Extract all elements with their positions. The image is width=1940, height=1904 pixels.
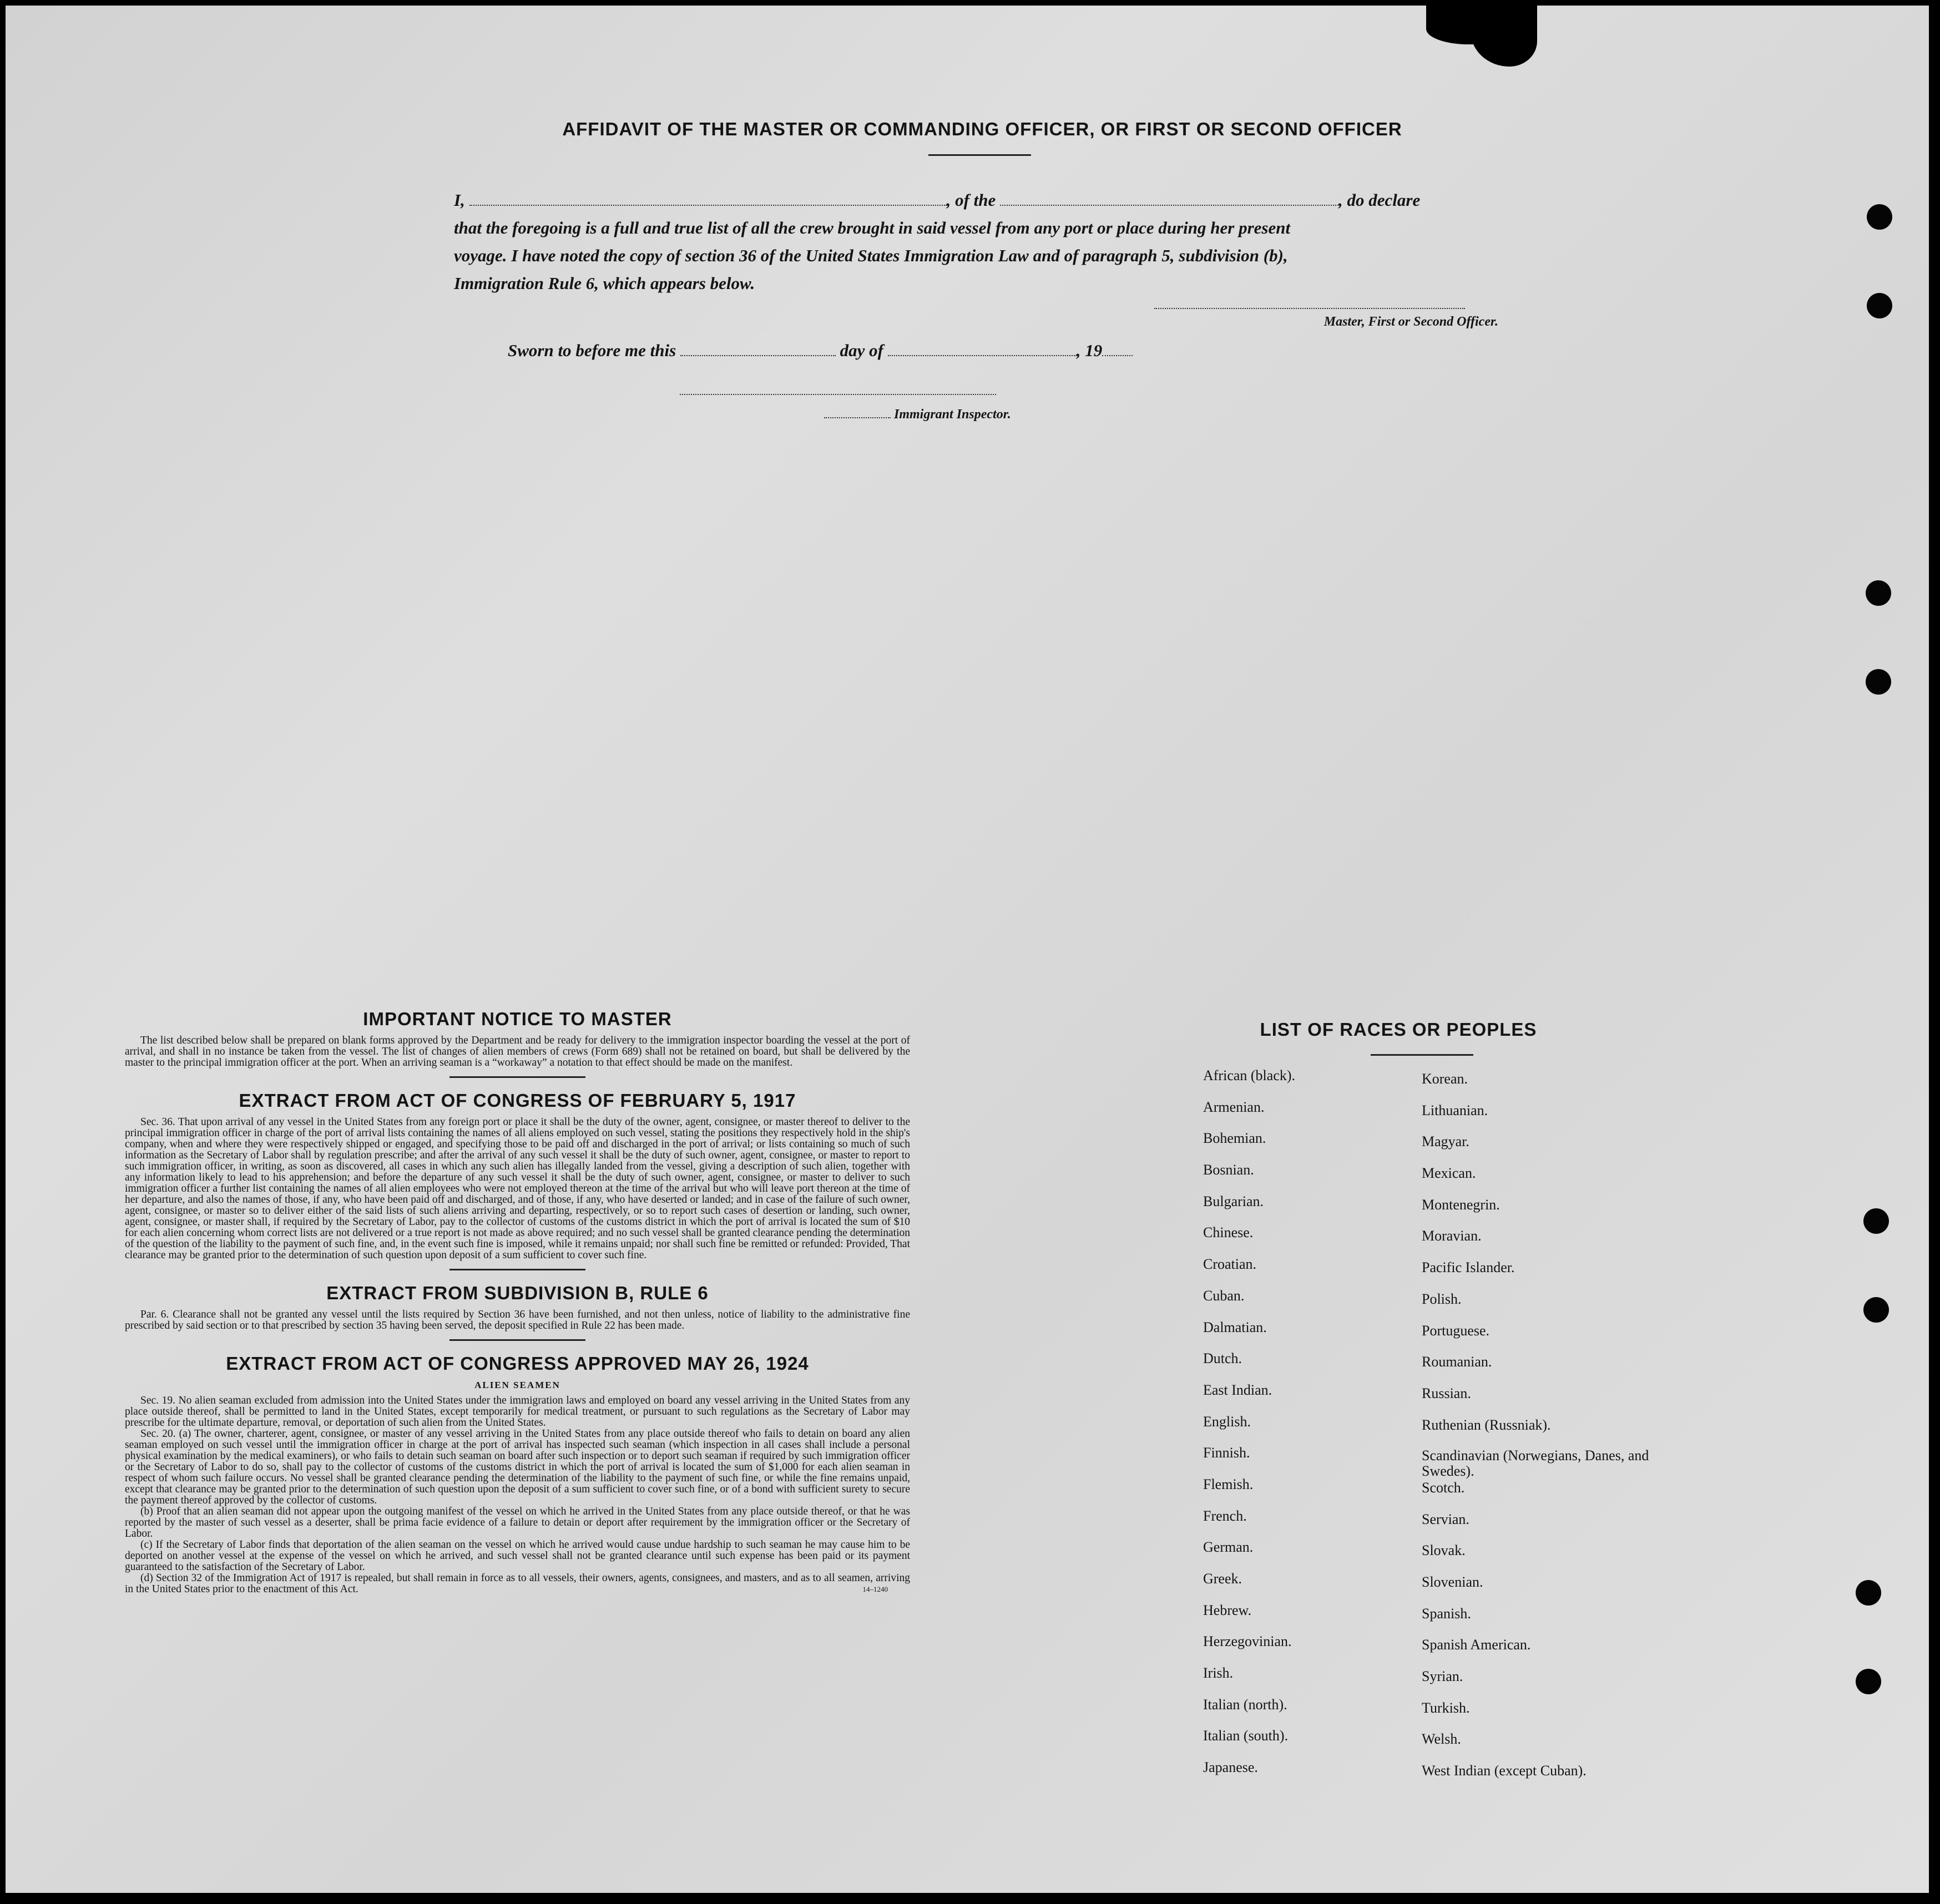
race-item: Montenegrin. xyxy=(1422,1196,1500,1213)
race-item: Syrian. xyxy=(1422,1668,1463,1685)
inspector-label: Immigrant Inspector. xyxy=(894,407,1011,422)
sec-20b: (b) Proof that an alien seaman did not appear upon the outgoing manifest of the vessel on which he arrived in the United States from any place outside thereof, or that he was reported by the master of such vessel as a deserter, shall be prima facie evidence of a failure to detain or deport after requirement by the immigration officer or the Secretary of Labor. xyxy=(125,1506,910,1540)
race-item: German. xyxy=(1203,1539,1254,1556)
race-item: Irish. xyxy=(1203,1665,1234,1682)
notice-title: IMPORTANT NOTICE TO MASTER xyxy=(363,1009,672,1029)
sec-20c: (c) If the Secretary of Labor finds that deportation of the alien seaman on the vessel on which he arrived would cause undue hardship to such seaman he may cause him to be deported on another vessel at the expense of the vessel on which he arrived, and such vessel shall not be granted clearance until such expense has been paid or its payment guaranteed to the satisfaction of the Secretary of Labor. xyxy=(125,1539,910,1573)
race-item: Finnish. xyxy=(1203,1445,1250,1461)
race-item: Turkish. xyxy=(1422,1699,1470,1716)
race-item: Bosnian. xyxy=(1203,1162,1254,1178)
extract-1924-title: EXTRACT FROM ACT OF CONGRESS APPROVED MAY 26, 1924 xyxy=(226,1353,809,1374)
punch-hole xyxy=(1867,293,1892,318)
master-signature-label: Master, First or Second Officer. xyxy=(1323,315,1498,329)
race-item: Portuguese. xyxy=(1422,1322,1490,1339)
sec-20a: Sec. 20. (a) The owner, charterer, agent, consignee, or master of any vessel arriving in the United States from any place outside thereof who fails to detain on board any alien seaman employed on such vessel until the immigration officer in charge at the port of arrival has inspected such seaman (which inspection in all cases shall include a personal physical examination by the medical examiners), or who fails to detain such seaman on board after such inspection or to deport such seaman if required by such immigration officer or the Secretary of Labor to do so, shall pay to the collector of customs of the customs district in which the port of arrival is located the sum of $1,000 for each alien seaman in respect of whom such failure occurs. No vessel shall be granted clearance pending the determination of the liability to the payment of such fine, or while the fine remains unpaid, except that clearance may be granted prior to the determination of such question upon the deposit of a sum sufficient to cover such fine, or of a bond with sufficient surety to secure the payment thereof approved by the collector of customs. xyxy=(125,1428,910,1506)
master-signature-line[interactable] xyxy=(1154,308,1465,309)
title-rule xyxy=(928,154,1031,156)
punch-hole xyxy=(1856,1580,1881,1606)
notices-column xyxy=(125,1009,910,1595)
master-signature-block xyxy=(1154,308,1498,330)
race-item: Ruthenian (Russniak). xyxy=(1422,1416,1551,1433)
punch-hole xyxy=(1856,1669,1881,1694)
race-item: East Indian. xyxy=(1203,1381,1272,1398)
inspector-prefix-line xyxy=(824,411,891,418)
affidavit-line-1: I, , of the , do declare xyxy=(454,190,1421,210)
torn-edge xyxy=(1471,6,1537,67)
race-item: Lithuanian. xyxy=(1422,1102,1488,1118)
race-item: Slovak. xyxy=(1422,1542,1466,1559)
punch-hole xyxy=(1863,1297,1889,1323)
race-item: African (black). xyxy=(1203,1067,1296,1083)
race-item: Japanese. xyxy=(1203,1759,1258,1776)
race-item: Magyar. xyxy=(1422,1133,1469,1150)
race-item: English. xyxy=(1203,1413,1251,1430)
races-left-column xyxy=(1203,1067,1370,1791)
race-item: Pacific Islander. xyxy=(1422,1259,1515,1276)
section-rule xyxy=(449,1076,585,1078)
race-item: Spanish. xyxy=(1422,1605,1471,1622)
vessel-field[interactable] xyxy=(1000,191,1338,206)
races-right-column xyxy=(1422,1071,1655,1794)
race-item: Korean. xyxy=(1422,1071,1468,1087)
affidavit-body xyxy=(454,186,1514,297)
inspector-signature-block xyxy=(680,394,1068,422)
form-number: 14–1240 xyxy=(862,1585,888,1593)
race-item: Italian (south). xyxy=(1203,1728,1289,1744)
affidavit-line-2: that the foregoing is a full and true list of all the crew brought in said vessel from any port or place during her present xyxy=(454,218,1291,237)
races-title: LIST OF RACES OR PEOPLES xyxy=(1260,1019,1537,1040)
punch-hole xyxy=(1863,1208,1889,1234)
races-title-rule xyxy=(1371,1054,1473,1056)
sec-20d: (d) Section 32 of the Immigration Act of 1917 is repealed, but shall remain in force as to all vessels, their owners, agents, consignees, and masters, and as to all seamen, arriving in the United States prior to the enactment of this Act. 14–1240 xyxy=(125,1572,910,1595)
race-item: Bohemian. xyxy=(1203,1130,1266,1147)
race-item: Italian (north). xyxy=(1203,1696,1287,1713)
race-item: Flemish. xyxy=(1203,1476,1254,1492)
name-field[interactable] xyxy=(469,191,947,206)
affidavit-title: AFFIDAVIT OF THE MASTER OR COMMANDING OFFICER, OR FIRST OR SECOND OFFICER xyxy=(562,119,1402,139)
race-item: Spanish American. xyxy=(1422,1637,1531,1653)
inspector-signature-line[interactable] xyxy=(680,394,996,395)
extract-1917-text: Sec. 36. That upon arrival of any vessel in the United States from any foreign port or place it shall be the duty of the owner, agent, consignee, or master thereof to deliver to the principal immigration officer in charge of the port of arrival lists containing the names of all aliens employed on such vessel, stating the positions they respectively hold in the ship's company, when and where they were respectively shipped or engaged, and specifying those to be paid off and discharged in the port of arrival; or lists containing so much of such information as the Secretary of Labor shall by regulation prescribe; and after the arrival of any such vessel it shall be the duty of such owner, agent, consignee, or master to report to such immigration officer, in writing, as soon as discovered, all cases in which any such alien has illegally landed from the vessel, giving a description of such alien, together with any information likely to lead to his apprehension; and before the departure of any such vessel it shall be the duty of such owner, agent, consignee, or master to deliver to such immigration officer a further list containing the names of all alien employees who were not employed thereon at the time of the arrival but who will leave port thereon at the time of her departure, and also the names of those, if any, who have been paid off and discharged, and of those, if any, who have deserted or landed; and in case of the failure of such owner, agent, consignee, or master so to deliver either of the said lists of such aliens arriving and departing, respectively, or so to report such cases of desertion or landing, such owner, agent, consignee, or master shall, if required by the Secretary of Labor, pay to the collector of customs of the customs district in which the port of arrival is located the sum of $10 for each alien concerning whom correct lists are not delivered or a true report is not made as above required; and no such vessel shall be granted clearance pending the determination of the question of the liability to the payment of such fine, and, in the event such fine is imposed, while it remains unpaid; nor shall such fine be remitted or refunded: Provided, That clearance may be granted prior to the determination of such question upon deposit of a sum sufficient to cover such fine. xyxy=(125,1116,910,1261)
extract-rule6-text: Par. 6. Clearance shall not be granted any vessel until the lists required by Section 36 have been furnished, and not then unless, notice of liability to the administrative fine prescribed by said section or to that prescribed by section 35 having been served, the deposit specified in Rule 22 has been made. xyxy=(125,1309,910,1331)
notice-text: The list described below shall be prepared on blank forms approved by the Department and be ready for delivery to the immigration inspector boarding the vessel at the port of arrival, and shall in no instance be taken from the vessel. The list of changes of alien members of crews (Form 689) shall not be retained on board, but shall be delivered by the master to the principal immigration officer at the port. When an arriving seaman is a “workaway” a notation to that effect should be made on the manifest. xyxy=(125,1035,910,1069)
race-item: Dalmatian. xyxy=(1203,1319,1267,1335)
race-item: Russian. xyxy=(1422,1385,1471,1401)
race-item: Dutch. xyxy=(1203,1350,1242,1367)
sworn-day-field[interactable] xyxy=(680,342,836,356)
race-item: Herzegovinian. xyxy=(1203,1633,1292,1650)
alien-seamen-subtitle: ALIEN SEAMEN xyxy=(474,1380,560,1390)
extract-rule6-title: EXTRACT FROM SUBDIVISION B, RULE 6 xyxy=(326,1283,709,1303)
race-item: Cuban. xyxy=(1203,1287,1245,1304)
sworn-month-field[interactable] xyxy=(888,342,1077,356)
race-item: Moravian. xyxy=(1422,1228,1482,1244)
affidavit-line-4: Immigration Rule 6, which appears below. xyxy=(454,274,755,293)
race-item: Greek. xyxy=(1203,1571,1242,1587)
punch-hole xyxy=(1866,580,1891,606)
race-item: Hebrew. xyxy=(1203,1602,1252,1618)
race-item: Bulgarian. xyxy=(1203,1193,1264,1209)
race-item: Armenian. xyxy=(1203,1098,1265,1115)
race-item: Slovenian. xyxy=(1422,1574,1483,1590)
race-item: Roumanian. xyxy=(1422,1354,1492,1370)
section-rule xyxy=(449,1339,585,1341)
punch-hole xyxy=(1866,669,1891,695)
affidavit-line-3: voyage. I have noted the copy of section 36 of the United States Immigration Law and of paragraph 5, subdivision (b), xyxy=(454,246,1288,265)
race-item: French. xyxy=(1203,1507,1247,1524)
race-item: Welsh. xyxy=(1422,1731,1461,1748)
race-item: Scandinavian (Norwegians, Danes, and Swedes). xyxy=(1422,1447,1649,1480)
race-item: Mexican. xyxy=(1422,1165,1476,1182)
sworn-year-field[interactable] xyxy=(1102,342,1133,356)
document-page xyxy=(6,6,1929,1893)
race-item: Croatian. xyxy=(1203,1256,1257,1273)
race-item: Scotch. xyxy=(1422,1479,1465,1496)
sec-19: Sec. 19. No alien seaman excluded from admission into the United States under the immigration laws and employed on board any vessel arriving in the United States from any place outside thereof, shall be permitted to land in the United States, except temporarily for medical treatment, or pursuant to such regulations as the Secretary of Labor may prescribe for the ultimate departure, removal, or deportation of such alien from the United States. xyxy=(125,1395,910,1429)
race-item: Polish. xyxy=(1422,1290,1462,1307)
race-item: Chinese. xyxy=(1203,1224,1254,1241)
extract-1917-title: EXTRACT FROM ACT OF CONGRESS OF FEBRUARY 5, 1917 xyxy=(239,1090,796,1111)
race-item: Servian. xyxy=(1422,1511,1469,1527)
sworn-line: Sworn to before me this day of , 19 xyxy=(508,341,1229,361)
section-rule xyxy=(449,1269,585,1270)
extract-1924-text xyxy=(125,1395,910,1595)
race-item: West Indian (except Cuban). xyxy=(1422,1763,1587,1779)
punch-hole xyxy=(1867,204,1892,230)
